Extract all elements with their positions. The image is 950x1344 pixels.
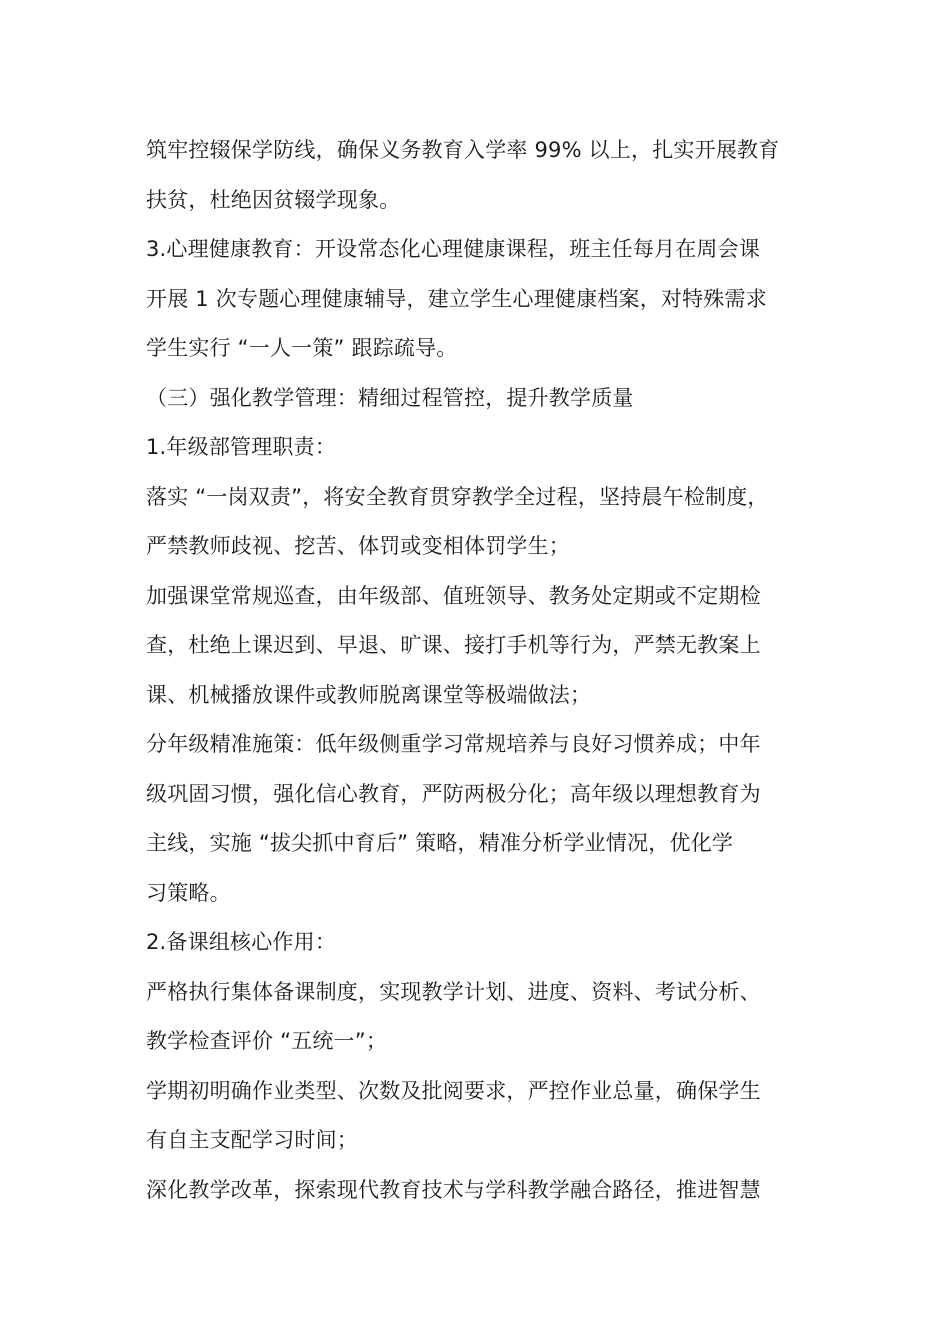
document-body	[146, 126, 826, 1215]
text-line: 学生实行 “一人一策” 跟踪疏导。	[146, 336, 458, 360]
text-line: 分年级精准施策：低年级侧重学习常规培养与良好习惯养成；中年	[146, 732, 761, 756]
text-line: 学期初明确作业类型、次数及批阅要求，严控作业总量，确保学生	[146, 1078, 761, 1103]
text-line: 加强课堂常规巡查，由年级部、值班领导、教务处定期或不定期检	[146, 583, 761, 608]
text-line: 落实 “一岗双责”，将安全教育贯穿教学全过程，坚持晨午检制度，	[146, 484, 769, 509]
text-line: 有自主支配学习时间；	[146, 1128, 358, 1152]
text-line: 严格执行集体备课制度，实现教学计划、进度、资料、考试分析、	[146, 979, 761, 1004]
text-line: 扶贫，杜绝因贫辍学现象。	[146, 187, 401, 212]
text-line: 教学检查评价 “五统一”；	[146, 1029, 388, 1053]
text-line: 筑牢控辍保学防线，确保义务教育入学率 99% 以上，扎实开展教育	[146, 138, 780, 162]
text-line: 主线，实施 “拔尖抓中育后” 策略，精准分析学业情况，优化学	[146, 831, 734, 855]
text-line: 开展 1 次专题心理健康辅导，建立学生心理健康档案，对特殊需求	[146, 286, 767, 311]
subsection-heading: 2.备课组核心作用：	[146, 930, 337, 954]
text-line: 严禁教师歧视、挖苦、体罚或变相体罚学生；	[146, 534, 570, 558]
subsection-heading: 1.年级部管理职责：	[146, 435, 337, 459]
text-line: 习策略。	[146, 880, 231, 905]
text-line: 课、机械播放课件或教师脱离课堂等极端做法；	[146, 682, 592, 707]
text-line: 深化教学改革，探索现代教育技术与学科教学融合路径，推进智慧	[146, 1177, 761, 1202]
section-heading: （三）强化教学管理：精细过程管控，提升教学质量	[146, 385, 634, 410]
text-line: 3.心理健康教育：开设常态化心理健康课程，班主任每月在周会课	[146, 237, 761, 261]
text-line: 查，杜绝上课迟到、早退、旷课、接打手机等行为，严禁无教案上	[146, 633, 761, 657]
text-line: 级巩固习惯，强化信心教育，严防两极分化；高年级以理想教育为	[146, 781, 761, 806]
